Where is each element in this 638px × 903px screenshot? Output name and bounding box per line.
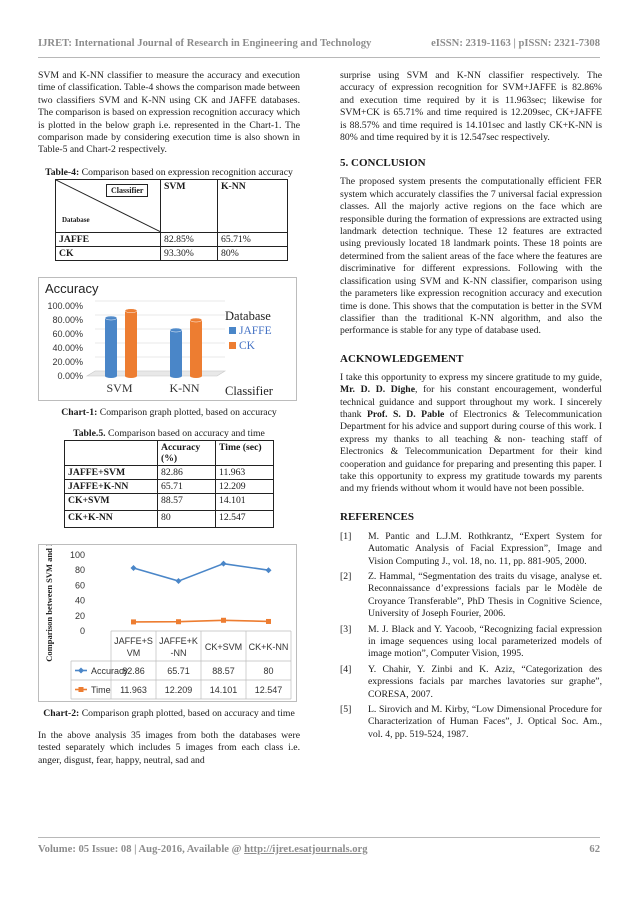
table-row — [65, 479, 274, 493]
table-row — [56, 232, 288, 246]
acknowledgement-heading: ACKNOWLEDGEMENT — [340, 352, 464, 365]
table5-cell: 12.547 — [216, 510, 274, 527]
chart2-data-label: 12.209 — [164, 684, 193, 695]
chart2-series-line-time — [134, 620, 269, 622]
table5-row-label: JAFFE+K-NN — [65, 479, 158, 493]
chart2-svg — [39, 545, 296, 701]
chart1-y-tick: 0.00% — [57, 370, 83, 381]
chart1-bar-jaffe — [170, 330, 182, 376]
chart1-bar-base — [105, 374, 117, 378]
table5-row-label: JAFFE+SVM — [65, 465, 158, 479]
reference-number: [5] — [340, 704, 352, 716]
chart1-caption-text: Comparison graph plotted, based on accuracy — [99, 406, 277, 418]
chart2-data-label: 14.101 — [209, 684, 238, 695]
chart1-bar-jaffe — [105, 318, 117, 376]
running-header — [38, 38, 600, 54]
left-column — [38, 70, 300, 767]
table5-caption-label: Table.5. — [73, 427, 106, 439]
chart2-legend-label: Time — [91, 684, 111, 695]
table5-caption-text: Comparison based on accuracy and time — [108, 427, 265, 439]
chart1-legend-label: CK — [239, 339, 255, 352]
chart1-bar-base — [190, 374, 202, 378]
table4-row-label: CK — [56, 246, 161, 260]
closing-paragraph: In the above analysis 35 images from both the databases were tested separately which includes 5 images from each class i.e. anger, disgust, fear, happy, neutral, sad and — [38, 729, 300, 766]
list-item — [340, 704, 602, 741]
chart2-legend-marker — [78, 667, 84, 673]
running-footer — [38, 844, 600, 860]
chart2-y-axis-title: Comparison between SVM and K-NN — [44, 544, 54, 662]
chart1-bar-base — [170, 374, 182, 378]
chart2-caption-text: Comparison graph plotted, based on accuracy and time — [81, 707, 295, 719]
volume-info — [38, 844, 368, 855]
table5-cell: 80 — [158, 510, 216, 527]
continuation-paragraph: surprise using SVM and K-NN classifier respectively. The accuracy of expression recognition for SVM+JAFFE is 82.86% and execution time required by it is 11.963sec; likewise for SVM+CK is 65.71% and time required is 12.209sec, CK+JAFFE is 88.57% and time required is 14.101sec and lastly CK+K-NN is 80% and time required by it is 12.547sec respectively. — [340, 70, 602, 144]
chart2-series-line-accuracy — [134, 564, 269, 581]
list-item — [340, 531, 602, 568]
chart1-x-tick: K-NN — [169, 380, 200, 395]
chart1-bar-ck — [125, 311, 137, 376]
acknowledgement-paragraph — [340, 372, 602, 496]
table5-cell: 12.209 — [216, 479, 274, 493]
table-row — [65, 510, 274, 527]
chart2-point-accuracy — [176, 578, 182, 584]
table4-col-knn: K-NN — [218, 179, 288, 232]
chart1-bar-cap — [105, 316, 117, 320]
table5-header-row — [65, 440, 274, 465]
chart1-legend-swatch — [229, 342, 236, 349]
list-item — [340, 664, 602, 701]
chart1-y-tick: 60.00% — [52, 328, 83, 339]
table4-row-label: JAFFE — [56, 232, 161, 246]
table5-cell: 82.86 — [158, 465, 216, 479]
ack-part-3: of Electronics & Telecommunication Department for his advice and support during course of this work. I express my thanks to all teaching & non- teaching staff of Electronics & Telecommunication Department for their kind cooperation and guidance for preparing and presenting this paper. I take this opportunity to express my gratitude towards my parents and my friends without whom it would have not been possible. — [340, 408, 602, 495]
chart2-point-accuracy — [131, 565, 137, 571]
references-heading: REFERENCES — [340, 510, 414, 523]
chart1-title: Accuracy — [45, 280, 99, 296]
chart2-caption — [38, 708, 300, 720]
chart1-legend-label: JAFFE — [239, 324, 272, 337]
table5-cell: 14.101 — [216, 493, 274, 510]
chart2-point-time — [266, 619, 271, 624]
chart2-y-tick: 80 — [74, 565, 85, 576]
chart2-x-tick: JAFFE+S — [114, 635, 153, 646]
journal-name: IJRET: International Journal of Research in Engineering and Technology — [38, 38, 372, 49]
chart2-legend-label: Accuracy — [91, 665, 129, 676]
chart1-bar-cap — [190, 318, 202, 322]
chart2-point-time — [131, 619, 136, 624]
chart1-bar-ck — [190, 320, 202, 376]
table4-cell: 82.85% — [161, 232, 218, 246]
table5 — [64, 440, 274, 528]
table4-col-svm: SVM — [161, 179, 218, 232]
reference-text: Y. Chahir, Y. Zinbi and K. Aziz, “Categorization des expressions facials par marches lavatories sur graphe”, CORESA, 2007. — [368, 663, 602, 700]
chart2-y-tick: 20 — [74, 610, 85, 621]
chart1-y-tick: 40.00% — [52, 342, 83, 353]
chart2-y-tick: 100 — [69, 549, 85, 560]
chart2-point-time — [221, 618, 226, 623]
chart2-y-tick: 60 — [74, 580, 85, 591]
chart2-x-tick: CK+K-NN — [248, 641, 289, 652]
table5-col-accuracy: Accuracy (%) — [158, 440, 216, 465]
chart1-svg — [39, 278, 296, 400]
table4-cell: 65.71% — [218, 232, 288, 246]
intro-paragraph: SVM and K-NN classifier to measure the accuracy and execution time of classification. Table-4 shows the comparison made between two classifiers SVM and K-NN using CK and JAFFE databases. The comparison is based on expression recognition accuracy which is plotted in the below graph i.e. represented in the Chart-1. The comparison made by considering execution time is also shown in Table-5 and Chart-2 respectively. — [38, 70, 300, 156]
chart2-x-tick: -NN — [170, 647, 187, 658]
chart1-legend-title: Database — [225, 308, 271, 323]
footer-divider — [38, 837, 600, 838]
chart1-caption-label: Chart-1: — [61, 406, 98, 418]
chart2-point-accuracy — [221, 561, 227, 567]
table4-cell: 93.30% — [161, 246, 218, 260]
table5-row-label: CK+K-NN — [65, 510, 158, 527]
chart1 — [38, 277, 297, 401]
volume-text: Volume: 05 Issue: 08 | Aug-2016, Available @ — [38, 844, 245, 855]
table4-caption — [38, 167, 300, 179]
chart1-x-axis-title: Classifier — [225, 383, 273, 398]
table5-empty-header — [65, 440, 158, 465]
ack-part-2: , for his constant encouragement, wonderful technical guidance and support throughout my work. I sincerely thank — [340, 384, 602, 420]
table4-caption-label: Table-4: — [45, 166, 80, 178]
issn-label: eISSN: 2319-1163 | pISSN: 2321-7308 — [431, 38, 600, 49]
chart2-y-tick: 0 — [79, 625, 85, 636]
table4-cell: 80% — [218, 246, 288, 260]
reference-number: [3] — [340, 623, 352, 635]
table5-row-label: CK+SVM — [65, 493, 158, 510]
conclusion-paragraph: The proposed system presents the computationally efficient FER system which accurately classifies the 7 universal facial expression classes. All the majorly active regions on the face which are responsible during the formation of expressions are extracted using landmark detection technique. These 12 features are extracted using previously located 18 landmark points. These 18 points are determined from the salient areas of the face where the features are discriminative for different expressions. Following with the classification using SVM and K-NN classifier, comparison using the parameters like expression recognition accuracy and execution time is done. This shows that the computation is better in the SVM classifier than the traditional K-NN algorithm, and also the performance is stable for any type of database used. — [340, 176, 602, 337]
chart1-y-tick: 20.00% — [52, 356, 83, 367]
chart2-point-accuracy — [266, 567, 272, 573]
chart2-data-label: 12.547 — [254, 684, 283, 695]
chart2-point-time — [176, 619, 181, 624]
chart2-data-label: 80 — [263, 665, 274, 676]
table5-cell: 88.57 — [158, 493, 216, 510]
list-item — [340, 624, 602, 661]
chart1-y-tick: 100.00% — [47, 300, 83, 311]
chart2 — [38, 544, 297, 702]
table4 — [55, 179, 288, 261]
database-header: Database — [62, 215, 90, 224]
table5-caption — [38, 428, 300, 440]
chart1-y-tick: 80.00% — [52, 314, 83, 325]
reference-text: M. J. Black and Y. Yacoob, “Recognizing facial expression in image sequences using local parameterized models of image motion”, Computer Vision, 1995. — [368, 623, 602, 660]
ack-guide-name: Mr. D. D. Dighe — [340, 384, 415, 396]
reference-text: Z. Hammal, “Segmentation des traits du visage, analyse et. Reconnaissance d’expressions facials par le Modèle de Croyance Transferable”, PhD Thesis in Cognitive Science, University of Joseph Fourier, 2006. — [368, 571, 602, 620]
reference-text: M. Pantic and L.J.M. Rothkrantz, “Expert System for Automatic Analysis of Facial Expression”, Image and Vision Computing J., vol. 18, no. 11, pp. 881-905, 2000. — [368, 530, 602, 567]
reference-number: [1] — [340, 530, 352, 542]
classifier-header: Classifier — [106, 184, 148, 197]
list-item — [340, 571, 602, 621]
table-row — [65, 493, 274, 510]
reference-text: L. Sirovich and M. Kirby, “Low Dimensional Procedure for Characterization of Human Faces”, J. Optical Soc. Am., vol. 4, pp. 519-524, 1987. — [368, 704, 602, 740]
chart1-x-tick: SVM — [106, 380, 133, 395]
chart2-x-tick: VM — [126, 647, 141, 658]
chart2-y-tick: 40 — [74, 595, 85, 606]
chart1-bar-cap — [170, 328, 182, 332]
table-row — [65, 465, 274, 479]
table5-cell: 65.71 — [158, 479, 216, 493]
conclusion-heading: 5. CONCLUSION — [340, 157, 426, 170]
header-divider — [38, 57, 600, 58]
chart2-legend-marker — [79, 687, 84, 692]
reference-number: [4] — [340, 663, 352, 675]
right-column — [340, 70, 602, 744]
chart1-bar-cap — [125, 309, 137, 313]
page-number: 62 — [589, 844, 600, 855]
chart2-x-tick: JAFFE+K — [159, 635, 198, 646]
chart2-x-tick: CK+SVM — [204, 641, 243, 652]
chart1-caption — [38, 407, 300, 419]
table4-caption-text: Comparison based on expression recognition accuracy — [81, 166, 293, 178]
table4-header-row — [56, 179, 288, 232]
ack-prof-name: Prof. S. D. Pable — [367, 408, 445, 420]
chart1-bar-base — [125, 374, 137, 378]
chart2-data-label: 88.57 — [212, 665, 235, 676]
chart2-data-label: 11.963 — [120, 684, 147, 695]
chart2-data-label: 82.86 — [122, 665, 145, 676]
ack-part-1: I take this opportunity to express my sincere gratitude to my guide, — [340, 371, 602, 383]
journal-link[interactable]: http://ijret.esatjournals.org — [244, 844, 368, 855]
table4-diagonal-cell — [56, 179, 161, 232]
chart2-data-label: 65.71 — [167, 665, 190, 676]
chart1-legend-swatch — [229, 327, 236, 334]
references-list — [340, 531, 602, 742]
chart2-caption-label: Chart-2: — [43, 707, 80, 719]
reference-number: [2] — [340, 571, 352, 582]
table-row — [56, 246, 288, 260]
table5-col-time: Time (sec) — [216, 440, 274, 465]
table5-cell: 11.963 — [216, 465, 274, 479]
